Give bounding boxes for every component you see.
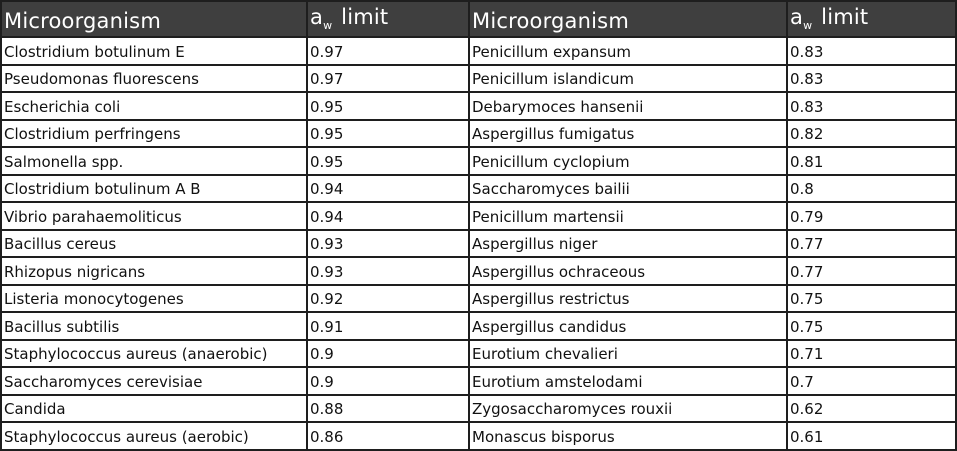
organism-cell: Candida [1,395,307,423]
organism-cell: Aspergillus restrictus [469,285,787,313]
table-row [1,92,956,120]
aw-limit-cell: 0.94 [307,202,469,230]
aw-limit-cell: 0.83 [787,65,956,93]
aw-limit-cell: 0.88 [307,395,469,423]
aw-limit-cell: 0.95 [307,92,469,120]
aw-limit-cell: 0.95 [307,120,469,148]
organism-cell: Penicillum martensii [469,202,787,230]
aw-limit-cell: 0.62 [787,395,956,423]
table-row [1,285,956,313]
organism-cell: Salmonella spp. [1,147,307,175]
header-aw-symbol-2: a [790,5,804,29]
header-aw-subscript-2: w [803,19,813,32]
aw-limit-cell: 0.75 [787,312,956,340]
aw-limit-cell: 0.83 [787,37,956,65]
table-row [1,367,956,395]
organism-cell: Debarymoces hansenii [469,92,787,120]
aw-limit-cell: 0.93 [307,257,469,285]
organism-cell: Escherichia coli [1,92,307,120]
aw-limit-cell: 0.86 [307,422,469,450]
organism-cell: Listeria monocytogenes [1,285,307,313]
aw-limit-cell: 0.81 [787,147,956,175]
organism-cell: Clostridium perfringens [1,120,307,148]
header-aw-limit-text-1: limit [334,5,389,29]
table-body [1,37,956,450]
organism-cell: Aspergillus niger [469,230,787,258]
header-microorganism-1: Microorganism [1,1,307,37]
organism-cell: Monascus bisporus [469,422,787,450]
organism-cell: Rhizopus nigricans [1,257,307,285]
organism-cell: Bacillus subtilis [1,312,307,340]
organism-cell: Staphylococcus aureus (aerobic) [1,422,307,450]
aw-limit-cell: 0.93 [307,230,469,258]
header-microorganism-2: Microorganism [469,1,787,37]
aw-limit-cell: 0.91 [307,312,469,340]
header-aw-limit-1 [307,1,469,37]
aw-limit-cell: 0.97 [307,37,469,65]
organism-cell: Saccharomyces cerevisiae [1,367,307,395]
table-row [1,395,956,423]
table-row [1,65,956,93]
aw-limit-cell: 0.77 [787,230,956,258]
table-row [1,312,956,340]
table-row [1,422,956,450]
organism-cell: Clostridium botulinum A B [1,175,307,203]
organism-cell: Staphylococcus aureus (anaerobic) [1,340,307,368]
organism-cell: Eurotium amstelodami [469,367,787,395]
table-row [1,230,956,258]
aw-limit-cell: 0.94 [307,175,469,203]
organism-cell: Penicillum islandicum [469,65,787,93]
organism-cell: Vibrio parahaemoliticus [1,202,307,230]
table-row [1,202,956,230]
header-aw-symbol-1: a [310,5,324,29]
table-row [1,175,956,203]
aw-limit-cell: 0.92 [307,285,469,313]
organism-cell: Eurotium chevalieri [469,340,787,368]
aw-limit-cell: 0.97 [307,65,469,93]
aw-limit-cell: 0.8 [787,175,956,203]
aw-limit-cell: 0.9 [307,340,469,368]
table-row [1,37,956,65]
aw-limit-cell: 0.79 [787,202,956,230]
organism-cell: Penicillum expansum [469,37,787,65]
organism-cell: Saccharomyces bailii [469,175,787,203]
aw-limit-cell: 0.75 [787,285,956,313]
aw-limit-cell: 0.7 [787,367,956,395]
table-header [1,1,956,37]
organism-cell: Penicillum cyclopium [469,147,787,175]
organism-cell: Aspergillus candidus [469,312,787,340]
header-aw-subscript-1: w [323,19,333,32]
header-row [1,1,956,37]
organism-cell: Pseudomonas fluorescens [1,65,307,93]
table-row [1,147,956,175]
aw-limit-cell: 0.83 [787,92,956,120]
aw-limit-cell: 0.82 [787,120,956,148]
aw-limit-cell: 0.77 [787,257,956,285]
aw-limit-cell: 0.95 [307,147,469,175]
header-aw-limit-2 [787,1,956,37]
table-row [1,120,956,148]
aw-limit-cell: 0.9 [307,367,469,395]
table-row [1,340,956,368]
aw-limit-cell: 0.61 [787,422,956,450]
organism-cell: Bacillus cereus [1,230,307,258]
organism-cell: Clostridium botulinum E [1,37,307,65]
aw-limit-cell: 0.71 [787,340,956,368]
header-aw-limit-text-2: limit [814,5,869,29]
organism-cell: Zygosaccharomyces rouxii [469,395,787,423]
table-row [1,257,956,285]
organism-cell: Aspergillus fumigatus [469,120,787,148]
organism-cell: Aspergillus ochraceous [469,257,787,285]
